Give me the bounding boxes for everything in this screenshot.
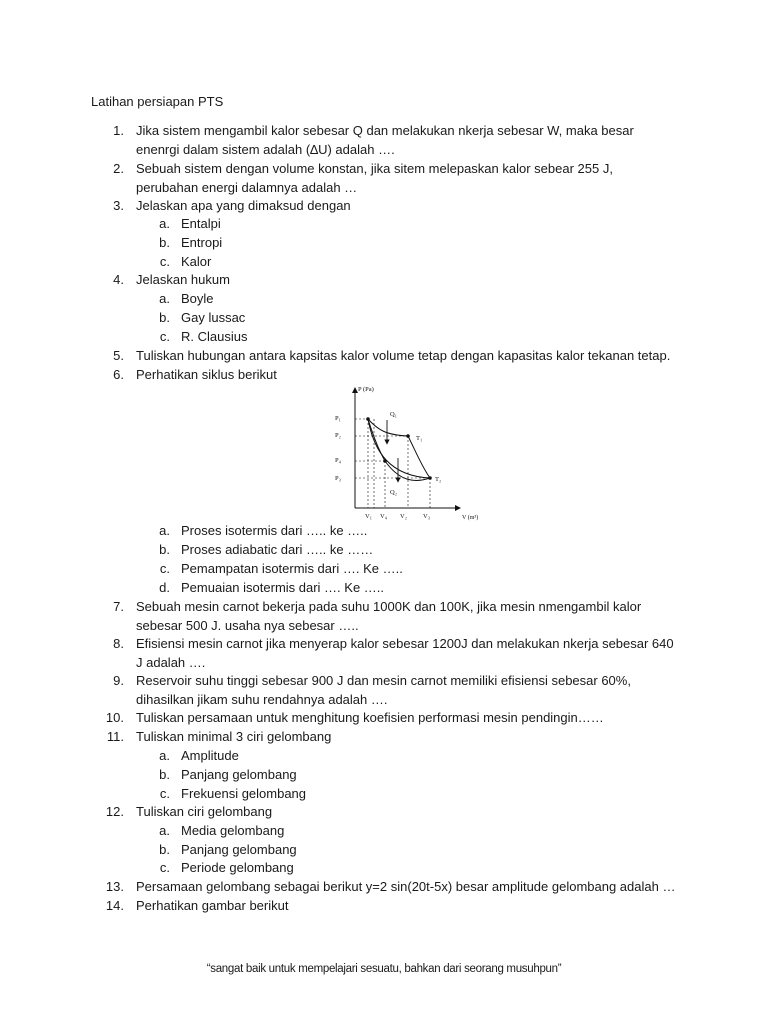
footer-quote: “sangat baik untuk mempelajari sesuatu, bahkan dari seorang musuhpun” bbox=[206, 963, 562, 975]
question-text: Jelaskan hukum bbox=[136, 272, 230, 287]
p3-label: P₃ bbox=[335, 475, 341, 482]
question-number: 7. bbox=[113, 599, 124, 614]
sub-item-letter: b. bbox=[159, 542, 170, 557]
question-number: 13. bbox=[105, 879, 124, 894]
question-number: 1. bbox=[113, 123, 124, 138]
sub-item-letter: a. bbox=[159, 748, 170, 763]
p1-label: P₁ bbox=[335, 415, 341, 422]
question-text: Efisiensi mesin carnot jika menyerap kalor sebesar 1200J dan melakukan nkerja sebesar 640 J adalah …. bbox=[136, 636, 674, 670]
document-title: Latihan persiapan PTS bbox=[91, 94, 224, 109]
sub-item-text: Proses isotermis dari ….. ke ….. bbox=[181, 523, 368, 538]
sub-item-letter: b. bbox=[159, 767, 170, 782]
question-text: Jika sistem mengambil kalor sebesar Q dan melakukan nkerja sebesar W, maka besar enenrgi dalam sistem adalah (∆U) adalah …. bbox=[136, 123, 634, 157]
question-text: Perhatikan siklus berikut bbox=[136, 367, 277, 382]
sub-item-letter: a. bbox=[159, 291, 170, 306]
q2-label: Q₂ bbox=[390, 489, 397, 496]
question-text: Tuliskan ciri gelombang bbox=[136, 804, 273, 819]
state-point-1 bbox=[366, 417, 370, 421]
sub-item-text: R. Clausius bbox=[181, 329, 248, 344]
sub-item-letter: c. bbox=[159, 329, 170, 344]
adiabat-2-3-curve bbox=[408, 436, 430, 478]
question-text: Tuliskan persamaan untuk menghitung koefisien performasi mesin pendingin…… bbox=[136, 710, 604, 725]
question-number: 14. bbox=[105, 898, 124, 913]
state-point-4 bbox=[383, 459, 387, 463]
question-text: Sebuah mesin carnot bekerja pada suhu 1000K dan 100K, jika mesin nmengambil kalor sebesar 500 J. usaha nya sebesar ….. bbox=[136, 599, 642, 633]
sub-item-text: Entalpi bbox=[181, 216, 221, 231]
question-number: 11. bbox=[106, 729, 124, 744]
v1-label: V₁ bbox=[365, 513, 372, 520]
sub-item-text: Media gelombang bbox=[181, 823, 285, 838]
question-number: 3. bbox=[113, 198, 124, 213]
sub-item-text: Gay lussac bbox=[181, 310, 246, 325]
question-number: 4. bbox=[113, 272, 124, 287]
sub-item-text: Pemampatan isotermis dari …. Ke ….. bbox=[181, 561, 403, 576]
sub-item-letter: c. bbox=[159, 254, 170, 269]
q1-label: Q₁ bbox=[390, 411, 397, 418]
t1-label: T₁ bbox=[416, 435, 423, 442]
sub-item-text: Panjang gelombang bbox=[181, 842, 297, 857]
sub-item-text: Pemuaian isotermis dari …. Ke ….. bbox=[181, 580, 385, 595]
question-text: Jelaskan apa yang dimaksud dengan bbox=[136, 198, 351, 213]
v2-label: V₂ bbox=[400, 513, 407, 520]
sub-item-letter: c. bbox=[159, 860, 170, 875]
sub-item-text: Amplitude bbox=[181, 748, 239, 763]
sub-item-text: Kalor bbox=[181, 254, 212, 269]
sub-item-letter: a. bbox=[159, 523, 170, 538]
sub-item-text: Frekuensi gelombang bbox=[181, 786, 307, 801]
question-number: 12. bbox=[105, 804, 124, 819]
t2-label: T₂ bbox=[435, 476, 442, 483]
sub-item-text: Entropi bbox=[181, 235, 223, 250]
question-text: Tuliskan minimal 3 ciri gelombang bbox=[136, 729, 332, 744]
sub-item-text: Boyle bbox=[181, 291, 214, 306]
sub-item-text: Panjang gelombang bbox=[181, 767, 297, 782]
v3-label: V₃ bbox=[423, 513, 430, 520]
p2-label: P₂ bbox=[335, 432, 341, 439]
sub-item-letter: c. bbox=[159, 561, 170, 576]
x-axis-label: V (m³) bbox=[462, 515, 479, 521]
question-number: 9. bbox=[113, 673, 124, 688]
question-text: Tuliskan hubungan antara kapsitas kalor volume tetap dengan kapasitas kalor tekanan tetap. bbox=[136, 348, 671, 363]
v4-label: V₄ bbox=[380, 513, 387, 520]
question-number: 10. bbox=[105, 710, 124, 725]
sub-item-letter: b. bbox=[159, 235, 170, 250]
sub-item-letter: a. bbox=[159, 823, 170, 838]
sub-item-letter: c. bbox=[159, 786, 170, 801]
question-number: 8. bbox=[113, 636, 124, 651]
y-axis-label: P (Pa) bbox=[358, 386, 374, 393]
question-text: Perhatikan gambar berikut bbox=[136, 898, 289, 913]
sub-item-letter: b. bbox=[159, 310, 170, 325]
pv-cycle-diagram bbox=[330, 382, 490, 524]
sub-item-letter: a. bbox=[159, 216, 170, 231]
sub-item-letter: d. bbox=[159, 580, 170, 595]
sub-item-letter: b. bbox=[159, 842, 170, 857]
question-text: Reservoir suhu tinggi sebesar 900 J dan mesin carnot memiliki efisiensi sebesar 60%, dihasilkan jikam suhu rendahnya adalah …. bbox=[136, 673, 631, 707]
question-text: Sebuah sistem dengan volume konstan, jika sitem melepaskan kalor sebear 255 J, perubahan energi dalamnya adalah … bbox=[136, 161, 613, 195]
sub-item-text: Periode gelombang bbox=[181, 860, 294, 875]
question-number: 2. bbox=[113, 161, 124, 176]
question-number: 6. bbox=[113, 367, 124, 382]
state-point-3 bbox=[428, 476, 432, 480]
p4-label: P₄ bbox=[335, 457, 341, 464]
sub-item-text: Proses adiabatic dari ….. ke …… bbox=[181, 542, 374, 557]
adiabat-4-1-curve bbox=[368, 419, 385, 461]
question-text: Persamaan gelombang sebagai berikut y=2 sin(20t-5x) besar amplitude gelombang adalah … bbox=[136, 879, 676, 894]
state-point-2 bbox=[406, 434, 410, 438]
question-number: 5. bbox=[113, 348, 124, 363]
